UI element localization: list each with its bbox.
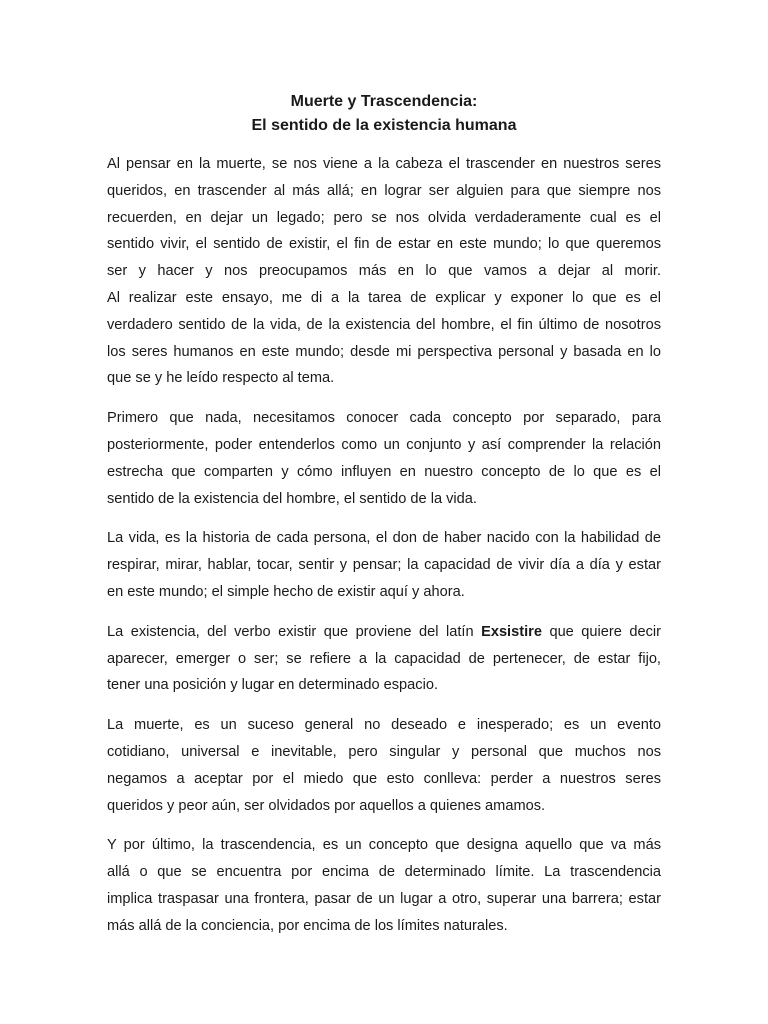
text-line: negamos a aceptar por el miedo que esto conlleva: perder a nuestros seres	[107, 770, 661, 787]
paragraph-6	[107, 832, 661, 939]
text-line: implica traspasar una frontera, pasar de un lugar a otro, superar una barrera; estar	[107, 890, 661, 907]
text-line: sentido de la existencia del hombre, el sentido de la vida.	[107, 490, 477, 507]
paragraph-3	[107, 525, 661, 605]
text-line: más allá de la conciencia, por encima de los límites naturales.	[107, 917, 508, 934]
text-segment: La existencia, del verbo existir que proviene del latín	[107, 623, 474, 640]
paragraph-2	[107, 405, 661, 512]
title-line-1: Muerte y Trascendencia:	[290, 93, 478, 110]
document-title	[107, 90, 661, 138]
text-line: en este mundo; el simple hecho de existir aquí y ahora.	[107, 583, 465, 600]
text-line	[107, 619, 661, 646]
text-line: Al realizar este ensayo, me di a la tarea de explicar y exponer lo que es el	[107, 289, 661, 306]
text-line: allá o que se encuentra por encima de determinado límite. La trascendencia	[107, 864, 661, 881]
text-line: ser y hacer y nos preocupamos más en lo que vamos a dejar al morir.	[107, 263, 661, 280]
text-line: recuerden, en dejar un legado; pero se nos olvida verdaderamente cual es el	[107, 209, 661, 226]
text-line: tener una posición y lugar en determinado espacio.	[107, 677, 439, 694]
text-line: cotidiano, universal e inevitable, pero singular y personal que muchos nos	[107, 743, 661, 760]
text-line: verdadero sentido de la vida, de la existencia del hombre, el fin último de nosotros	[107, 316, 661, 333]
text-line: queridos y peor aún, ser olvidados por aquellos a quienes amamos.	[107, 797, 546, 814]
paragraph-5	[107, 712, 661, 819]
text-line: queridos, en trascender al más allá; en lograr ser alguien para que siempre nos	[107, 182, 661, 199]
title-line-2: El sentido de la existencia humana	[251, 117, 517, 134]
text-segment: que quiere decir	[549, 623, 661, 640]
text-line: estrecha que comparten y cómo influyen en nuestro concepto de lo que es el	[107, 463, 661, 480]
text-line: sentido vivir, el sentido de existir, el fin de estar en este mundo; lo que queremos	[107, 236, 661, 253]
text-line: aparecer, emerger o ser; se refiere a la capacidad de pertenecer, de estar fijo,	[107, 650, 661, 667]
latin-term: Exsistire	[481, 623, 542, 640]
text-line: Primero que nada, necesitamos conocer cada concepto por separado, para	[107, 410, 661, 427]
text-line: posteriormente, poder entenderlos como un conjunto y así comprender la relación	[107, 436, 661, 453]
paragraph-4	[107, 619, 661, 699]
text-line: Al pensar en la muerte, se nos viene a la cabeza el trascender en nuestros seres	[107, 156, 661, 172]
text-line: La vida, es la historia de cada persona, el don de haber nacido con la habilidad de	[107, 530, 661, 547]
text-line: que se y he leído respecto al tema.	[107, 370, 335, 387]
text-line: La muerte, es un suceso general no deseado e inesperado; es un evento	[107, 717, 661, 734]
text-line: los seres humanos en este mundo; desde mi perspectiva personal y basada en lo	[107, 343, 661, 360]
text-line: respirar, mirar, hablar, tocar, sentir y pensar; la capacidad de vivir día a día y estar	[107, 557, 661, 574]
text-line: Y por último, la trascendencia, es un concepto que designa aquello que va más	[107, 837, 661, 854]
paragraph-1	[107, 151, 661, 392]
document-page	[107, 90, 661, 953]
